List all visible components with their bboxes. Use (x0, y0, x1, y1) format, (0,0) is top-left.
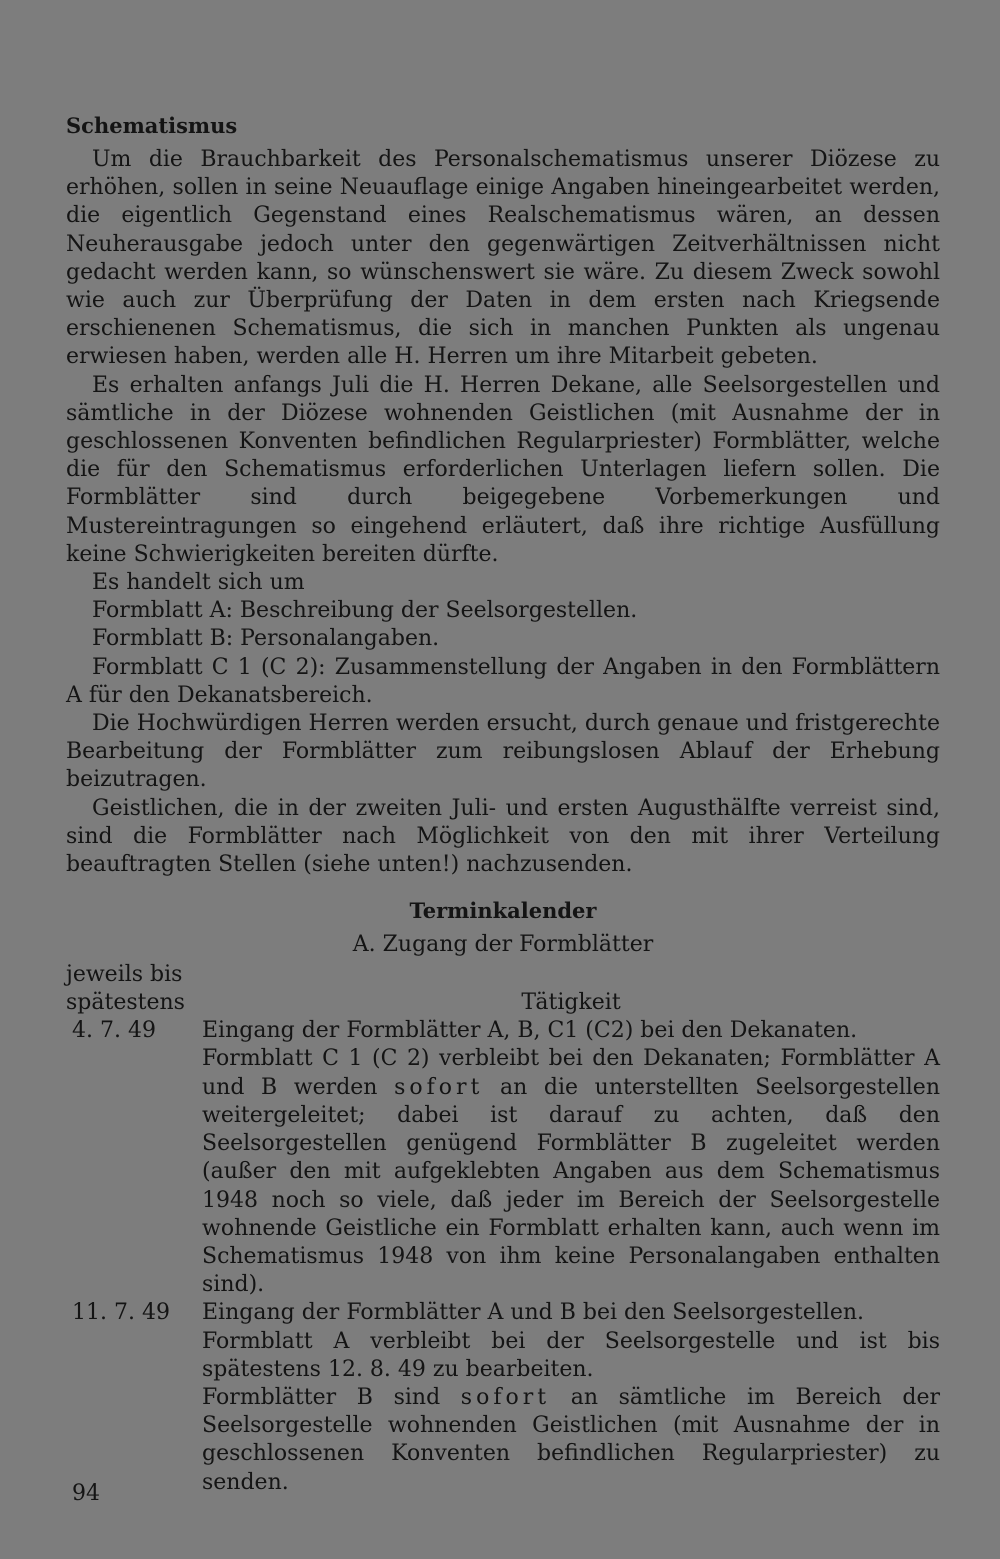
activity-text: Formblätter B sind (202, 1384, 441, 1410)
activity-text: an sämtliche im Bereich der Seelsorgestelle wohnenden Geistlichen (mit Ausnahme der in geschlossenen Konventen befindlichen Regularpriester) zu senden. (202, 1384, 940, 1495)
list-intro: Es handelt sich um (92, 570, 305, 596)
activity-line: Formblatt A verbleibt bei der Seelsorgestelle und ist bis spätestens 12. 8. 49 zu bearbeiten. (202, 1328, 940, 1382)
calendar-date: 4. 7. 49 (72, 1018, 156, 1044)
activity-line: Eingang der Formblätter A und B bei den Seelsorgestellen. (202, 1300, 865, 1326)
emphasis-text: sofort (460, 1384, 551, 1410)
activity-line (202, 1045, 940, 1299)
paragraph-request: Die Hochwürdigen Herren werden ersucht, durch genaue und fristgerechte Bearbeitung der Formblätter zum reibungslosen Ablauf der Erhebung beizutragen. (66, 711, 940, 793)
calendar-date: 11. 7. 49 (72, 1300, 170, 1326)
calendar-activity (202, 1299, 940, 1496)
paragraph-distribution: Es erhalten anfangs Juli die H. Herren Dekane, alle Seelsorgestellen und sämtliche in der Diözese wohnenden Geistlichen (mit Ausnahme der in geschlossenen Konventen befindlichen Regularpriester) Formblätter, welche die für den Schematismus erforderlichen Unterlagen liefern sollen. Die Formblätter sind durch beigegebene Vorbemerkungen und Mustereintragungen so eingehend erläutert, daß ihre richtige Ausfüllung keine Schwierigkeiten bereiten dürfte. (66, 372, 940, 567)
activity-text: an die unterstellten Seelsorgestellen weitergeleitet; dabei ist darauf zu achten, daß den Seelsorgestellen genügend Formblätter B zugeleitet werden (außer den mit aufgeklebten Angaben aus dem Schematismus 1948 noch so viele, daß jeder im Bereich der Seelsorgestelle wohnende Geistliche ein Formblatt erhalten kann, auch wenn im Schematismus 1948 von ihm keine Personalangaben enthalten sind). (202, 1074, 940, 1298)
calendar-table-header (66, 961, 940, 1017)
list-item-formblatt-b: Formblatt B: Personalangaben. (92, 626, 440, 652)
paragraph-forwarding: Geistlichen, die in der zweiten Juli- und ersten Augusthälfte verreist sind, sind die Formblätter nach Möglichkeit von den mit ihrer Verteilung beauftragten Stellen (siehe unten!) nachzusenden. (66, 795, 940, 878)
calendar-heading: Terminkalender (409, 898, 597, 924)
calendar-activity (202, 1017, 940, 1299)
calendar-subheading: A. Zugang der Formblätter (352, 932, 654, 958)
list-item-formblatt-c: Formblatt C 1 (C 2): Zusammenstellung der Angaben in den Formblättern A für den Dekanatsbereich. (66, 654, 940, 708)
calendar-row (66, 1299, 940, 1496)
section-heading: Schematismus (66, 113, 238, 138)
emphasis-text: sofort (394, 1074, 484, 1100)
activity-line (202, 1384, 940, 1497)
column-header-activity: Tätigkeit (521, 990, 621, 1016)
calendar-row (66, 1017, 940, 1299)
column-header-date: jeweils bis spätestens (66, 962, 185, 1016)
paragraph-intro: Um die Brauchbarkeit des Personalschematismus unserer Diözese zu erhöhen, sollen in seine Neuauflage einige Angaben hineingearbeitet werden, die eigentlich Gegenstand eines Realschematismus wären, an dessen Neuherausgabe jedoch unter den gegenwärtigen Zeitverhältnissen nicht gedacht werden kann, so wünschenswert sie wäre. Zu diesem Zweck sowohl wie auch zur Überprüfung der Daten in dem ersten nach Kriegsende erschienenen Schematismus, die sich in manchen Punkten als ungenau erwiesen haben, werden alle H. Herren um ihre Mitarbeit gebeten. (66, 147, 940, 370)
document-page (66, 112, 940, 1497)
list-item-formblatt-a: Formblatt A: Beschreibung der Seelsorgestellen. (92, 598, 638, 624)
page-number: 94 (72, 1481, 100, 1506)
activity-text: Formblatt C 1 (C 2) verbleibt bei den Dekanaten; Formblätter A und B werden (202, 1046, 940, 1100)
activity-line: Eingang der Formblätter A, B, C1 (C2) bei den Dekanaten. (202, 1018, 858, 1044)
